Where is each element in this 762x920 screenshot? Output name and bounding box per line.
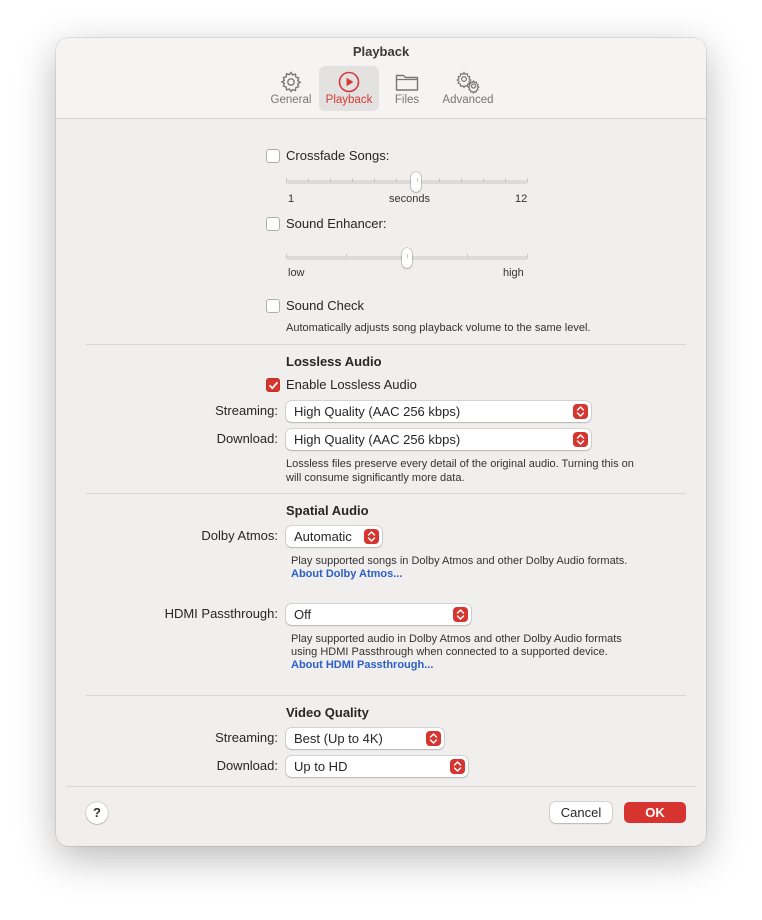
sound-enhancer-low-label: low bbox=[288, 267, 305, 279]
crossfade-unit-label: seconds bbox=[389, 193, 430, 205]
checkmark-icon bbox=[268, 380, 279, 391]
crossfade-slider-track bbox=[286, 180, 528, 184]
spatial-heading: Spatial Audio bbox=[286, 503, 369, 518]
hdmi-passthrough-popup[interactable] bbox=[286, 604, 471, 625]
toolbar bbox=[56, 38, 706, 119]
crossfade-max-label: 12 bbox=[515, 193, 528, 205]
dolby-atmos-value: Automatic bbox=[294, 529, 352, 544]
tab-advanced[interactable] bbox=[438, 66, 498, 111]
chevron-updown-icon bbox=[426, 731, 441, 746]
lossless-download-value: High Quality (AAC 256 kbps) bbox=[294, 432, 461, 447]
divider bbox=[86, 695, 686, 696]
video-streaming-popup[interactable] bbox=[286, 728, 444, 749]
lossless-streaming-label: Streaming: bbox=[215, 403, 278, 418]
help-button[interactable]: ? bbox=[86, 802, 108, 824]
lossless-download-label: Download: bbox=[216, 431, 278, 446]
enable-lossless-checkbox[interactable] bbox=[266, 378, 280, 392]
crossfade-slider-tick bbox=[308, 178, 309, 182]
crossfade-checkbox[interactable] bbox=[266, 149, 280, 163]
sound-enhancer-slider-tick bbox=[407, 254, 408, 258]
chevron-updown-icon bbox=[364, 529, 379, 544]
sound-enhancer-slider-tick bbox=[286, 254, 287, 258]
crossfade-slider-tick bbox=[374, 178, 375, 182]
preferences-window bbox=[56, 38, 706, 846]
hdmi-note-line1: Play supported audio in Dolby Atmos and other Dolby Audio formats bbox=[291, 633, 622, 645]
video-quality-heading: Video Quality bbox=[286, 705, 369, 720]
play-circle-icon bbox=[337, 70, 361, 94]
sound-enhancer-label: Sound Enhancer: bbox=[286, 216, 387, 231]
tab-playback-label: Playback bbox=[325, 94, 373, 106]
divider bbox=[86, 493, 686, 494]
hdmi-passthrough-label: HDMI Passthrough: bbox=[164, 606, 278, 621]
hdmi-note-line2: using HDMI Passthrough when connected to a supported device. bbox=[291, 646, 608, 658]
sound-enhancer-checkbox[interactable] bbox=[266, 217, 280, 231]
crossfade-slider-tick bbox=[286, 178, 287, 182]
crossfade-slider-tick bbox=[396, 178, 397, 182]
video-download-popup[interactable] bbox=[286, 756, 468, 777]
gears-icon bbox=[454, 70, 482, 94]
chevron-updown-icon bbox=[573, 432, 588, 447]
cancel-button[interactable]: Cancel bbox=[550, 802, 612, 823]
lossless-streaming-popup[interactable] bbox=[286, 401, 591, 422]
crossfade-label: Crossfade Songs: bbox=[286, 148, 390, 163]
crossfade-slider-tick bbox=[330, 178, 331, 182]
crossfade-slider-tick bbox=[417, 178, 418, 182]
crossfade-slider-tick bbox=[483, 178, 484, 182]
crossfade-slider-tick bbox=[352, 178, 353, 182]
crossfade-slider-tick bbox=[461, 178, 462, 182]
lossless-note-line2: will consume significantly more data. bbox=[286, 472, 465, 484]
sound-check-checkbox[interactable] bbox=[266, 299, 280, 313]
crossfade-slider-tick bbox=[527, 178, 528, 182]
enable-lossless-label: Enable Lossless Audio bbox=[286, 377, 417, 392]
divider bbox=[86, 344, 686, 345]
about-hdmi-passthrough-link[interactable]: About HDMI Passthrough... bbox=[291, 659, 434, 671]
dolby-atmos-label: Dolby Atmos: bbox=[201, 528, 278, 543]
crossfade-min-label: 1 bbox=[288, 193, 295, 205]
footer-divider bbox=[66, 786, 696, 787]
hdmi-passthrough-value: Off bbox=[294, 607, 312, 622]
tab-files[interactable] bbox=[385, 66, 429, 111]
folder-icon bbox=[394, 70, 420, 94]
about-dolby-atmos-link[interactable]: About Dolby Atmos... bbox=[291, 568, 403, 580]
lossless-note-line1: Lossless files preserve every detail of the original audio. Turning this on bbox=[286, 458, 634, 470]
video-streaming-value: Best (Up to 4K) bbox=[294, 731, 383, 746]
sound-enhancer-high-label: high bbox=[503, 267, 524, 279]
chevron-updown-icon bbox=[573, 404, 588, 419]
crossfade-slider-tick bbox=[439, 178, 440, 182]
tab-advanced-label: Advanced bbox=[442, 94, 494, 106]
tab-general-label: General bbox=[270, 94, 312, 106]
video-download-label: Download: bbox=[216, 758, 278, 773]
dolby-atmos-note: Play supported songs in Dolby Atmos and other Dolby Audio formats. bbox=[291, 555, 628, 567]
lossless-download-popup[interactable] bbox=[286, 429, 591, 450]
sound-enhancer-slider-tick bbox=[346, 254, 347, 258]
video-streaming-label: Streaming: bbox=[215, 730, 278, 745]
video-download-value: Up to HD bbox=[294, 759, 348, 774]
sound-check-description: Automatically adjusts song playback volume to the same level. bbox=[286, 322, 591, 334]
lossless-heading: Lossless Audio bbox=[286, 354, 382, 369]
tab-files-label: Files bbox=[394, 94, 420, 106]
tab-general[interactable] bbox=[266, 66, 316, 111]
chevron-updown-icon bbox=[453, 607, 468, 622]
dolby-atmos-popup[interactable] bbox=[286, 526, 382, 547]
sound-enhancer-slider-tick bbox=[467, 254, 468, 258]
lossless-streaming-value: High Quality (AAC 256 kbps) bbox=[294, 404, 461, 419]
ok-button[interactable]: OK bbox=[624, 802, 686, 823]
sound-check-label: Sound Check bbox=[286, 298, 365, 313]
crossfade-slider-tick bbox=[505, 178, 506, 182]
sound-enhancer-slider-knob[interactable] bbox=[402, 248, 412, 268]
chevron-updown-icon bbox=[450, 759, 465, 774]
gear-icon bbox=[279, 70, 303, 94]
crossfade-slider-knob[interactable] bbox=[411, 172, 421, 192]
tab-playback[interactable] bbox=[319, 66, 379, 111]
sound-enhancer-slider-tick bbox=[527, 254, 528, 258]
window-title: Playback bbox=[352, 44, 410, 59]
